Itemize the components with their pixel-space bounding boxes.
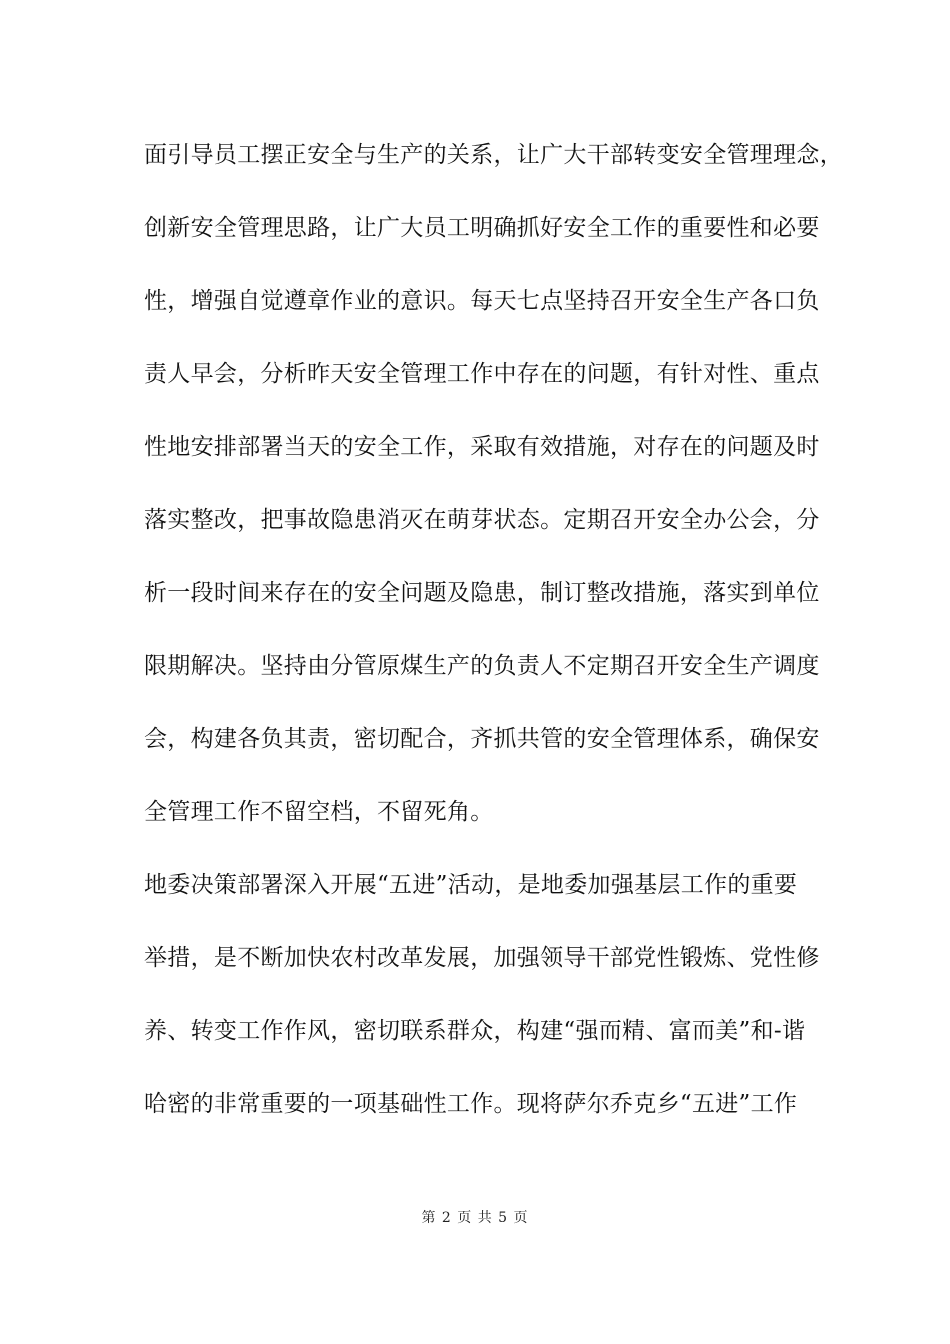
- page-number-footer: 第 2 页 共 5 页: [421, 1210, 529, 1226]
- text-line: 创新安全管理思路，让广大员工明确抓好安全工作的重要性和必要: [144, 215, 820, 241]
- text-line: 养、转变工作作风，密切联系群众，构建“强而精、富而美”和-谐: [144, 1018, 806, 1044]
- text-line: 责人早会，分析昨天安全管理工作中存在的问题，有针对性、重点: [144, 361, 820, 387]
- text-line: 面引导员工摆正安全与生产的关系，让广大干部转变安全管理理念，: [144, 142, 843, 168]
- text-line: 地委决策部署深入开展“五进”活动，是地委加强基层工作的重要: [144, 872, 798, 898]
- text-line: 会，构建各负其责，密切配合，齐抓共管的安全管理体系，确保安: [144, 726, 820, 752]
- text-line: 析一段时间来存在的安全问题及隐患，制订整改措施，落实到单位: [144, 580, 820, 606]
- text-line: 全管理工作不留空档，不留死角。: [144, 799, 494, 825]
- text-line: 限期解决。坚持由分管原煤生产的负责人不定期召开安全生产调度: [144, 653, 820, 679]
- text-line: 落实整改，把事故隐患消灭在萌芽状态。定期召开安全办公会，分: [144, 507, 820, 533]
- text-line: 性，增强自觉遵章作业的意识。每天七点坚持召开安全生产各口负: [144, 288, 820, 314]
- text-line: 举措，是不断加快农村改革发展，加强领导干部党性锻炼、党性修: [144, 945, 820, 971]
- text-line: 性地安排部署当天的安全工作，采取有效措施，对存在的问题及时: [144, 434, 820, 460]
- text-line: 哈密的非常重要的一项基础性工作。现将萨尔乔克乡“五进”工作: [144, 1091, 798, 1117]
